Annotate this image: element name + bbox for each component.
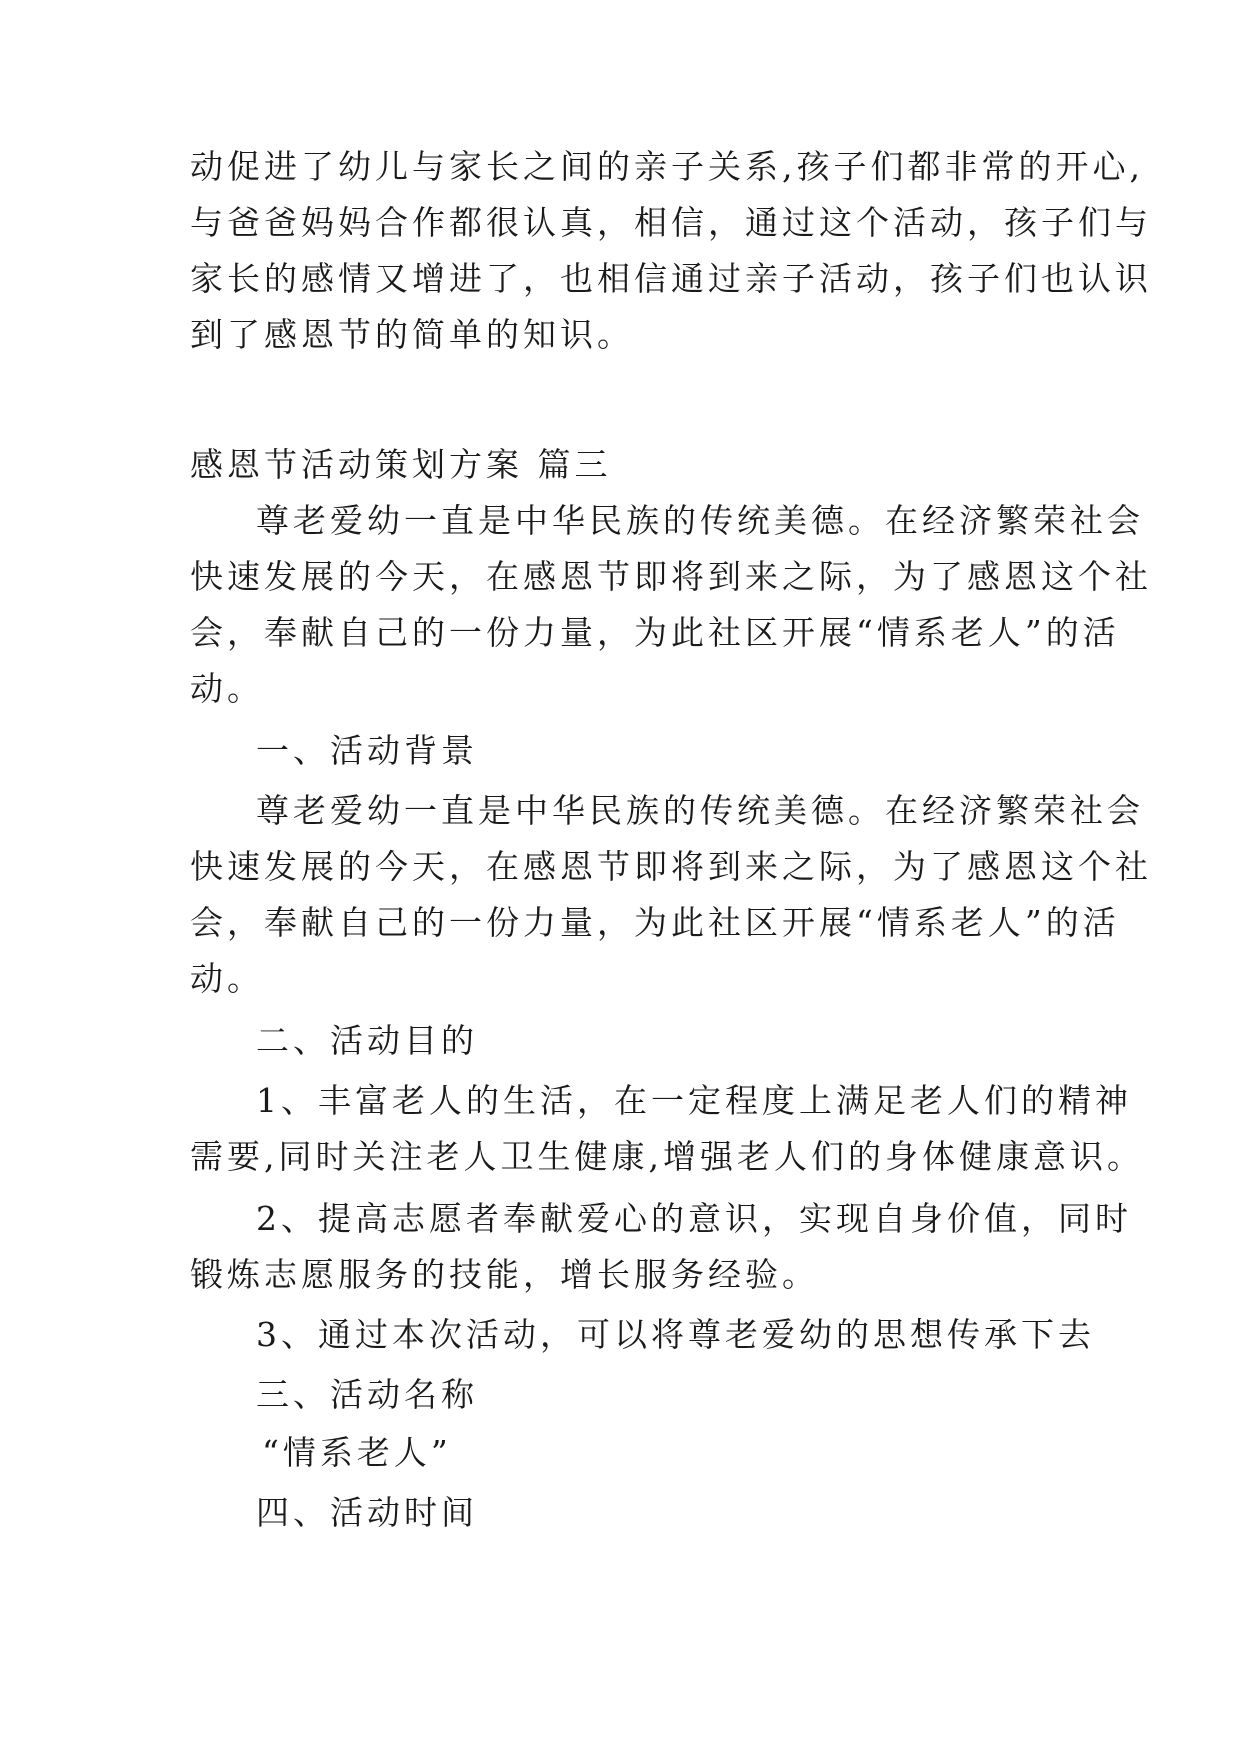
heading-name: 三、活动名称 — [256, 1375, 478, 1414]
section-title: 感恩节活动策划方案 篇三 — [190, 445, 612, 484]
purpose-item-1-cont: 需要,同时关注老人卫生健康,增强老人们的身体健康意识。 — [190, 1137, 1144, 1176]
paragraph-line: 与爸爸妈妈合作都很认真，相信，通过这个活动，孩子们与 — [190, 203, 1152, 242]
purpose-item-2-cont: 锻炼志愿服务的技能，增长服务经验。 — [190, 1255, 819, 1294]
paragraph-line: 家长的感情又增进了，也相信通过亲子活动，孩子们也认识 — [190, 259, 1152, 298]
paragraph-line: 动。 — [190, 669, 264, 708]
paragraph-line: 动。 — [190, 959, 264, 998]
heading-purpose: 二、活动目的 — [256, 1021, 478, 1060]
paragraph-line: 会，奉献自己的一份力量，为此社区开展“情系老人”的活 — [190, 903, 1120, 942]
paragraph-line: 到了感恩节的简单的知识。 — [190, 315, 634, 354]
paragraph-line: 动促进了幼儿与家长之间的亲子关系,孩子们都非常的开心, — [190, 147, 1144, 186]
heading-time: 四、活动时间 — [256, 1493, 478, 1532]
purpose-item-3: 3、通过本次活动，可以将尊老爱幼的思想传承下去 — [256, 1315, 1095, 1354]
heading-background: 一、活动背景 — [256, 731, 478, 770]
paragraph-line: 快速发展的今天，在感恩节即将到来之际，为了感恩这个社 — [190, 847, 1152, 886]
paragraph-line: 尊老爱幼一直是中华民族的传统美德。在经济繁荣社会 — [256, 501, 1144, 540]
paragraph-line: 快速发展的今天，在感恩节即将到来之际，为了感恩这个社 — [190, 557, 1152, 596]
activity-name: “情系老人” — [262, 1433, 452, 1472]
paragraph-line: 会，奉献自己的一份力量，为此社区开展“情系老人”的活 — [190, 613, 1120, 652]
purpose-item-2: 2、提高志愿者奉献爱心的意识，实现自身价值，同时 — [256, 1199, 1132, 1238]
paragraph-line: 尊老爱幼一直是中华民族的传统美德。在经济繁荣社会 — [256, 791, 1144, 830]
purpose-item-1: 1、丰富老人的生活，在一定程度上满足老人们的精神 — [256, 1081, 1132, 1120]
